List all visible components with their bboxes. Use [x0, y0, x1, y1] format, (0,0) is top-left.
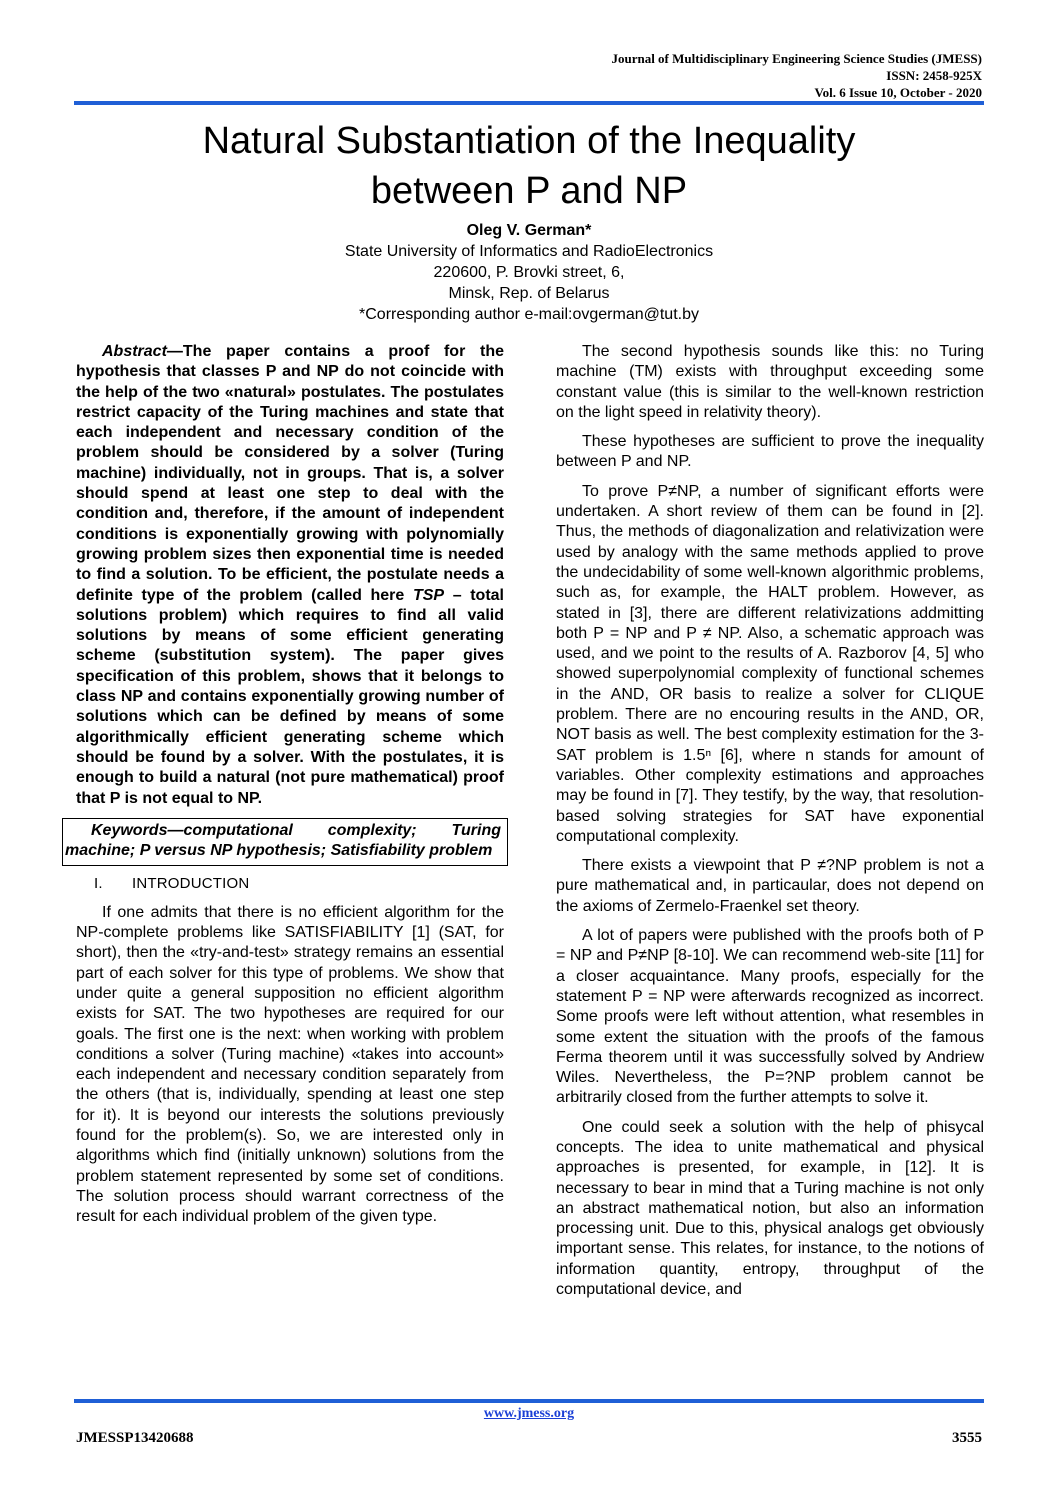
abstract-text-1: —The paper contains a proof for the hypothesis that classes P and NP do not coincide with the help of the two «natural» postulates. The postulates restrict capacity of the Turing machines and state that each independent and necessary condition of the problem should be considered by a solver (Turing machine) individually, not in groups. That is, a solver should spend at least one step to deal with the condition and, therefore, if the amount of independent conditions is exponentially growing with polynomially growing problem sizes then exponential time is needed to find a solution. To be efficient, the postulate needs a definite type of the problem (called here: [76, 343, 504, 604]
keywords-box: Keywords—computational complexity; Turing machine; P versus NP hypothesis; Satisfiability problem: [62, 818, 508, 867]
paragraph-viewpoint: There exists a viewpoint that P ≠?NP problem is not a pure mathematical and, in particaular, does not depend on the axioms of Zermelo-Fraenkel set theory.: [556, 857, 984, 915]
header-divider: [74, 101, 984, 105]
section-number: I.: [94, 875, 103, 893]
abstract-text-2: – total solutions problem) which requires to find all valid solutions by means of some efficient generating scheme (substitution system). The paper gives specification of this problem, shows that it belongs to class NP and contains exponentially growing number of solutions which can be defined by means of some algorithmically efficient generating scheme which should be found by a solver. With the postulates, it is enough to build a natural (not pure mathematical) proof that P is not equal to NP.: [76, 586, 505, 807]
section-heading: [94, 874, 504, 894]
journal-name: Journal of Multidisciplinary Engineering Science Studies (JMESS): [611, 51, 982, 66]
author-address-1: 220600, P. Brovki street, 6,: [433, 264, 625, 281]
author-address-2: Minsk, Rep. of Belarus: [448, 285, 610, 302]
paper-title: [74, 116, 984, 216]
journal-header: [611, 50, 982, 101]
paper-id: JMESSP13420688: [76, 1430, 194, 1446]
paragraph-hypotheses-sufficient: These hypotheses are sufficient to prove the inequality between P and NP.: [556, 433, 984, 471]
section-title: INTRODUCTION: [132, 875, 250, 893]
journal-website-link[interactable]: www.jmess.org: [483, 1406, 575, 1421]
paragraph-prior-efforts: To prove P≠NP, a number of significant efforts were undertaken. A short review of them can be found in [2]. Thus, the methods of diagonalization and relativization were used by analogy with the same methods applied to prove the undecidability of some well-known algorithmic problems, such as, for example, the HALT problem. However, as stated in [3], there are different relativizations addmitting both P = NP and P ≠ NP. Also, a schematic approach was used, and we point to the results of A. Razborov [4, 5] who showed superpolynomial complexity of functional schemes in the AND, OR basis to realize a solver for CLIQUE problem. There are no encouring results in the AND, OR, NOT basis as well. The best complexity estimation for the 3-SAT problem is 1.5ⁿ [6], where n stands for amount of variables. Other complexity estimations and approaches may be found in [7]. They testify, by the way, that resolution-based solving strategies for SAT have exponential computational complexity.: [556, 482, 984, 845]
author-contact: *Corresponding author e-mail:ovgerman@tut.by: [359, 306, 699, 323]
paragraph-second-hypothesis: The second hypothesis sounds like this: no Turing machine (TM) exists with throughput exceeding some constant value (this is similar to the well-known restriction on the light speed in relativity theory).: [556, 343, 984, 421]
author-block: [74, 220, 984, 325]
left-column: [65, 342, 505, 1236]
abstract: [76, 342, 504, 809]
journal-volume: Vol. 6 Issue 10, October - 2020: [814, 85, 982, 100]
author-affiliation: State University of Informatics and RadioElectronics: [344, 243, 714, 260]
journal-issn: ISSN: 2458-925X: [886, 68, 982, 83]
footer-divider: [74, 1399, 984, 1403]
paragraph-published-proofs: A lot of papers were published with the proofs both of P = NP and P≠NP [8-10]. We can recommend web-site [11] for a closer acquaintance. Many proofs, especially for the statement P = NP were afterwards recognized as incorrect. Some proofs were left without attention, what resembles in some extent the situation with the proofs of the famous Ferma theorem until it was successfully solved by Andriew Wiles. Nevertheless, the P=?NP problem cannot be arbitrarily closed from the further attempts to solve it.: [556, 927, 984, 1107]
page-number: 3555: [952, 1430, 982, 1446]
intro-paragraph: If one admits that there is no efficient algorithm for the NP-complete problems like SATISFIABILITY [1] (SAT, for short), then the «try-and-test» strategy remains an essential part of each solver for this type of problems. We show that under quite a general supposition no efficient algorithm exists for SAT. The two hypotheses are required for our goals. The first one is the next: when working with problem conditions a solver (Turing machine) «takes into account» each independent and necessary condition separately from the others (that is, individually, spending at least one step for it). It is beyond our interests the solutions previously found for the problem(s). So, we are interested only in algorithms which find (initially unknown) solutions from the problem statement represented by some set of conditions. The solution process should warrant correctness of the result for each individual problem of the given type.: [76, 903, 504, 1226]
title-line-2: between P and NP: [370, 170, 688, 212]
abstract-lead: Abstract: [102, 343, 167, 360]
title-line-1: Natural Substantiation of the Inequality: [202, 120, 856, 162]
abstract-tsp: TSP: [412, 586, 445, 604]
paragraph-physical-concepts: One could seek a solution with the help of phisycal concepts. The idea to unite mathematical and physical approaches is presented, for example, in [12]. It is necessary to bear in mind that a Turing machine is not only an abstract mathematical notion, but also an information processing unit. Due to this, physical analogs get obviously important sense. This relates, for instance, to the notions of information quantity, entropy, throughput of the computational device, and: [556, 1118, 984, 1299]
author-name: Oleg V. German*: [466, 222, 592, 239]
right-column: [556, 342, 984, 1309]
